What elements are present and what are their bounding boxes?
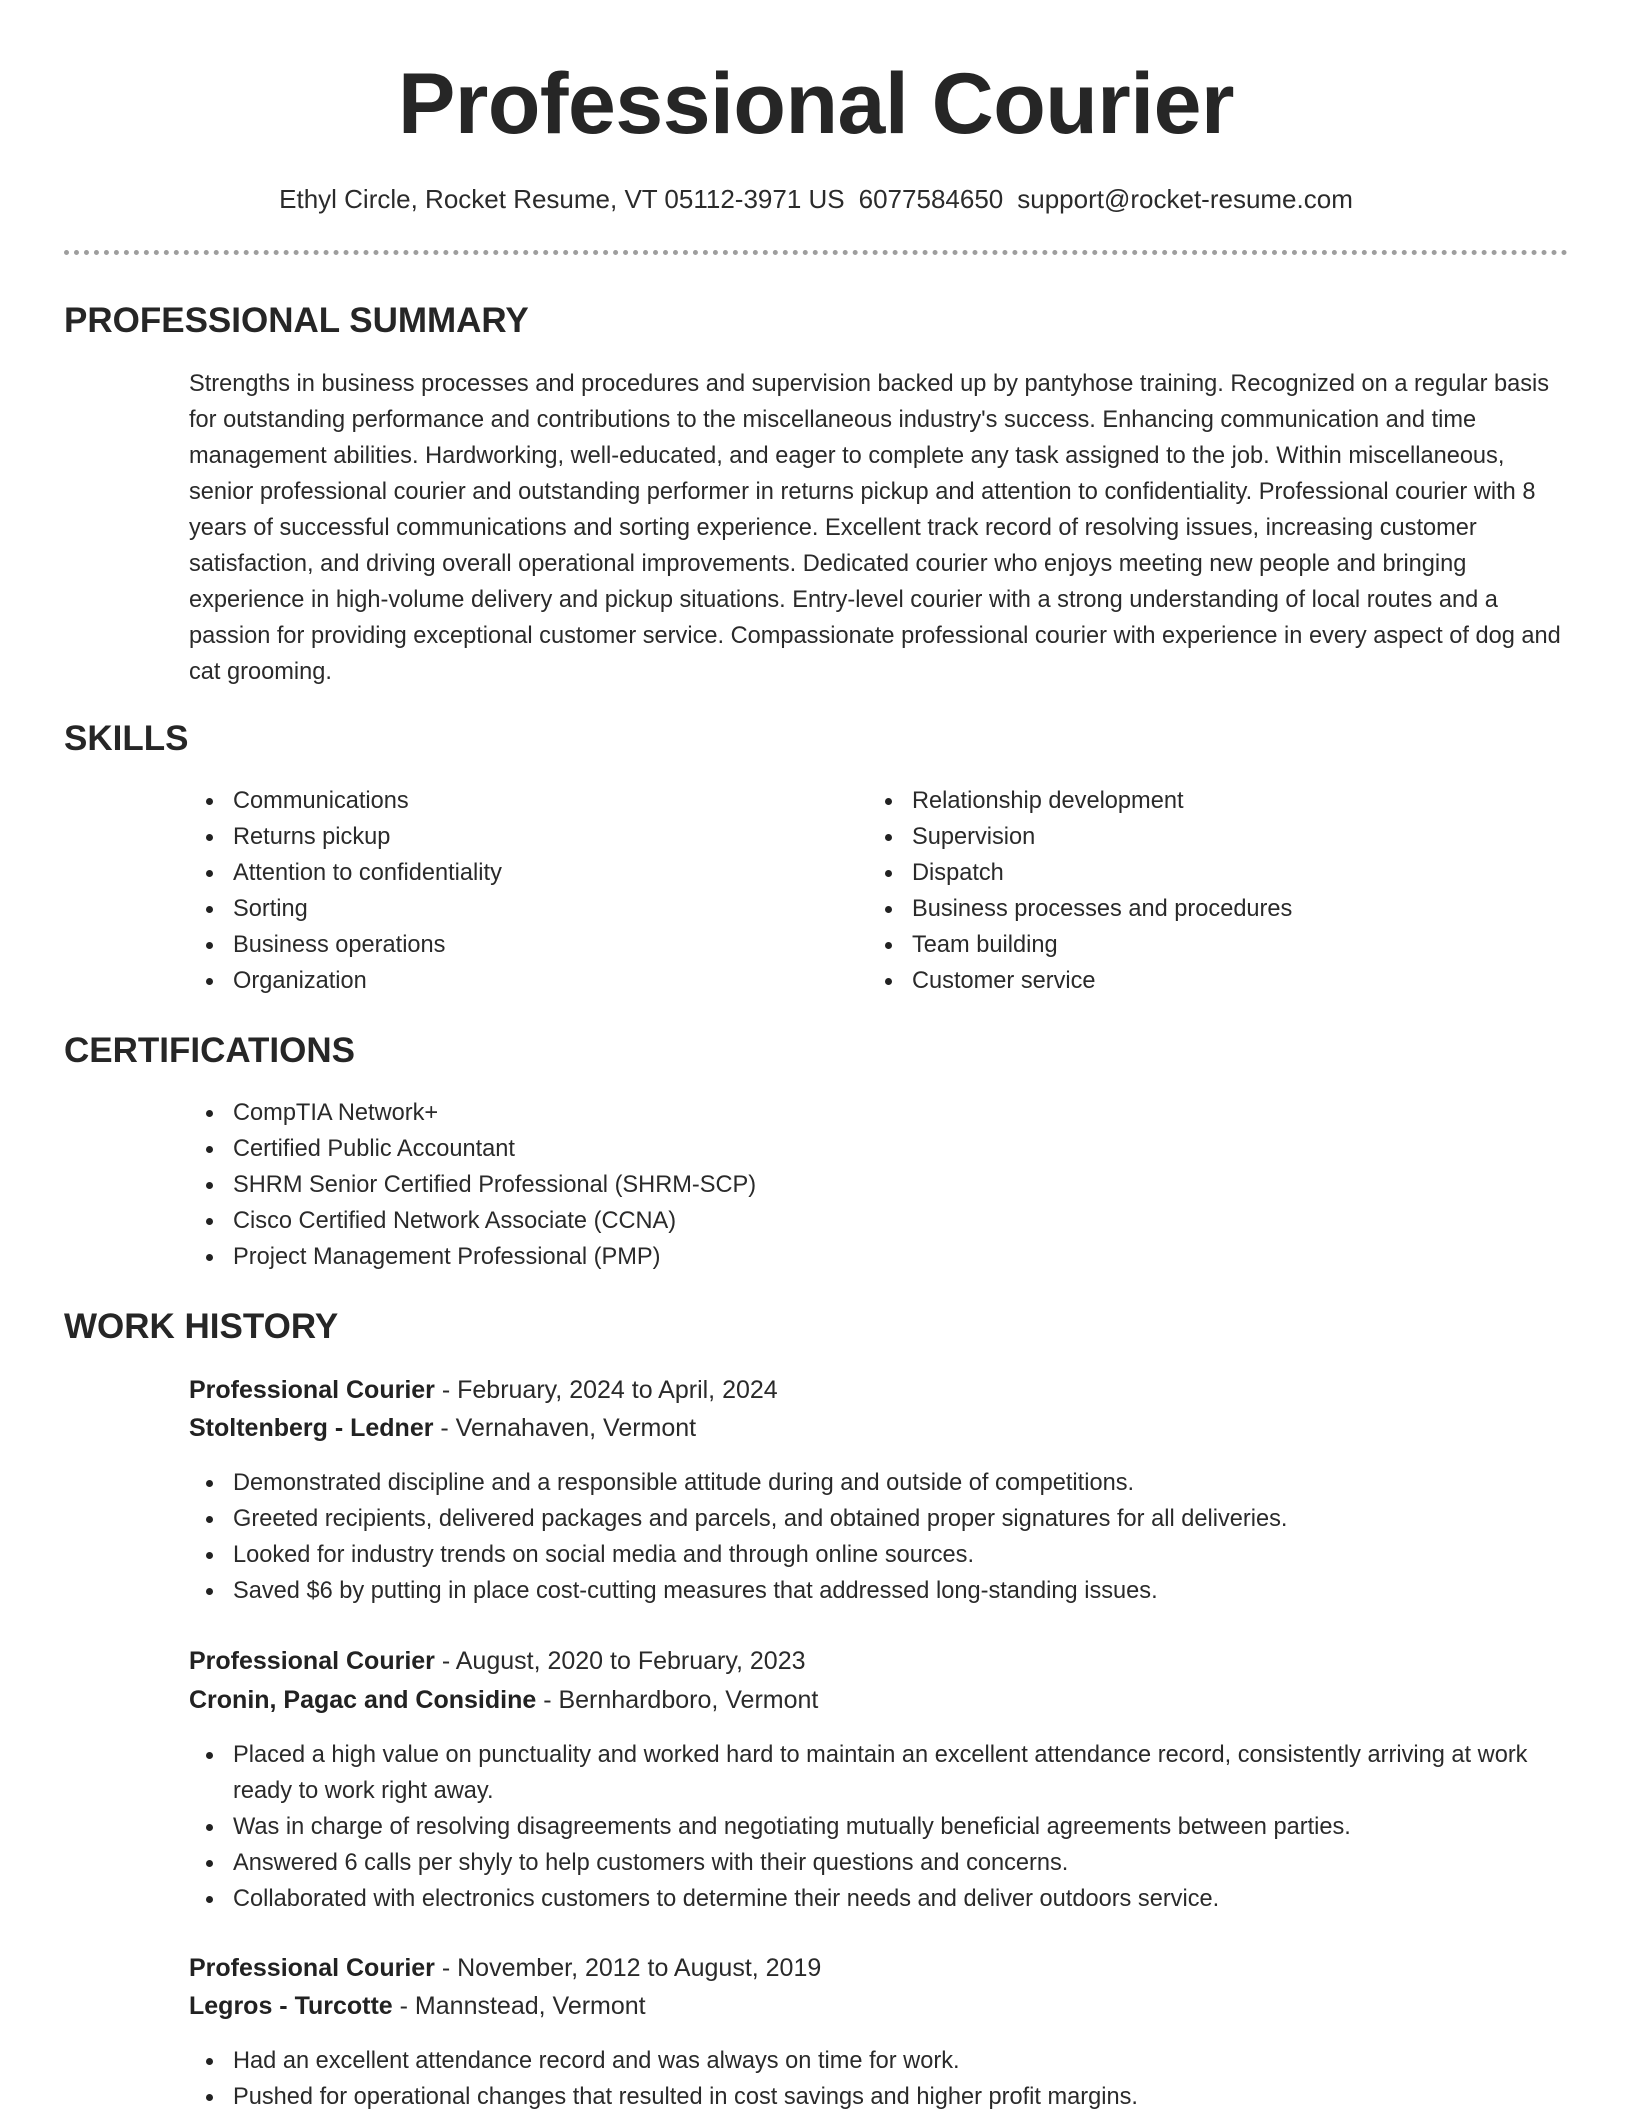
contact-line: [0, 182, 1632, 216]
skills-heading: SKILLS: [64, 719, 189, 758]
job-company: Legros - Turcotte: [189, 1992, 393, 2020]
job-bullet: Placed a high value on punctuality and worked hard to maintain an excellent attendance record, consistently arriving at work ready to work right away.: [189, 1737, 1574, 1809]
job-bullet: Had an excellent attendance record and was always on time for work.: [189, 2043, 1574, 2079]
skill-item: Business processes and procedures: [868, 891, 1568, 927]
job-bullet: Answered 6 calls per shyly to help customers with their questions and concerns.: [189, 1845, 1574, 1881]
skill-item: Organization: [189, 963, 829, 999]
contact-email[interactable]: support@rocket-resume.com: [1017, 184, 1353, 214]
certifications-list: [189, 1095, 1569, 1275]
certification-item: SHRM Senior Certified Professional (SHRM-SCP): [189, 1167, 1569, 1203]
job-bullet: Greeted recipients, delivered packages and parcels, and obtained proper signatures for all deliveries.: [189, 1501, 1574, 1537]
job-location: - Bernhardboro, Vermont: [536, 1686, 819, 1714]
contact-address: Ethyl Circle, Rocket Resume, VT 05112-3971 US: [279, 184, 845, 214]
job-bullet: Looked for industry trends on social media and through online sources.: [189, 1537, 1574, 1573]
job-bullet: Pushed for operational changes that resulted in cost savings and higher profit margins.: [189, 2079, 1574, 2112]
job-title-line: [189, 1372, 778, 1408]
job-bullets: [189, 1465, 1574, 1609]
header-divider: [64, 250, 1568, 255]
job-company: Stoltenberg - Ledner: [189, 1414, 434, 1442]
skill-item: Returns pickup: [189, 819, 829, 855]
job-role: Professional Courier: [189, 1647, 435, 1675]
summary-text: Strengths in business processes and procedures and supervision backed up by pantyhose training. Recognized on a regular basis for outstanding performance and contributions to the miscellaneous industry's success. Enhancing communication and time management abilities. Hardworking, well-educated, and eager to complete any task assigned to the job. Within miscellaneous, senior professional courier and outstanding performer in returns pickup and attention to confidentiality. Professional courier with 8 years of successful communications and sorting experience. Excellent track record of resolving issues, increasing customer satisfaction, and driving overall operational improvements. Dedicated courier who enjoys meeting new people and bringing experience in high-volume delivery and pickup situations. Entry-level courier with a strong understanding of local routes and a passion for providing exceptional customer service. Compassionate professional courier with experience in every aspect of dog and cat grooming.: [189, 371, 1561, 685]
summary-heading: PROFESSIONAL SUMMARY: [64, 301, 529, 340]
job-dates: - August, 2020 to February, 2023: [434, 1647, 806, 1675]
skills-list-right: [868, 783, 1568, 999]
certification-item: Project Management Professional (PMP): [189, 1239, 1569, 1275]
skill-item: Relationship development: [868, 783, 1568, 819]
job-bullet: Demonstrated discipline and a responsible attitude during and outside of competitions.: [189, 1465, 1574, 1501]
job-title-line: [189, 1950, 821, 1986]
skill-item: Business operations: [189, 927, 829, 963]
skills-list-left: [189, 783, 829, 999]
certifications-heading: CERTIFICATIONS: [64, 1031, 356, 1070]
job-role: Professional Courier: [189, 1954, 435, 1982]
job-company-line: [189, 1682, 818, 1718]
certification-item: CompTIA Network+: [189, 1095, 1569, 1131]
work-history-heading: WORK HISTORY: [64, 1307, 339, 1346]
skill-item: Sorting: [189, 891, 829, 927]
job-location: - Mannstead, Vermont: [392, 1992, 646, 2020]
candidate-name: Professional Courier: [398, 56, 1234, 152]
job-bullets: [189, 1737, 1574, 1917]
skill-item: Attention to confidentiality: [189, 855, 829, 891]
skill-item: Supervision: [868, 819, 1568, 855]
job-bullets: [189, 2043, 1574, 2112]
certification-item: Cisco Certified Network Associate (CCNA): [189, 1203, 1569, 1239]
job-dates: - February, 2024 to April, 2024: [434, 1376, 778, 1404]
skill-item: Dispatch: [868, 855, 1568, 891]
job-bullet: Saved $6 by putting in place cost-cutting measures that addressed long-standing issues.: [189, 1573, 1574, 1609]
skill-item: Team building: [868, 927, 1568, 963]
contact-phone: 6077584650: [858, 184, 1004, 214]
job-company-line: [189, 1988, 646, 2024]
skill-item: Communications: [189, 783, 829, 819]
job-bullet: Collaborated with electronics customers to determine their needs and deliver outdoors service.: [189, 1881, 1574, 1917]
certification-item: Certified Public Accountant: [189, 1131, 1569, 1167]
skill-item: Customer service: [868, 963, 1568, 999]
job-dates: - November, 2012 to August, 2019: [434, 1954, 822, 1982]
job-company: Cronin, Pagac and Considine: [189, 1686, 537, 1714]
job-location: - Vernahaven, Vermont: [433, 1414, 697, 1442]
job-title-line: [189, 1643, 806, 1679]
job-bullet: Was in charge of resolving disagreements and negotiating mutually beneficial agreements between parties.: [189, 1809, 1574, 1845]
job-company-line: [189, 1410, 696, 1446]
job-role: Professional Courier: [189, 1376, 435, 1404]
